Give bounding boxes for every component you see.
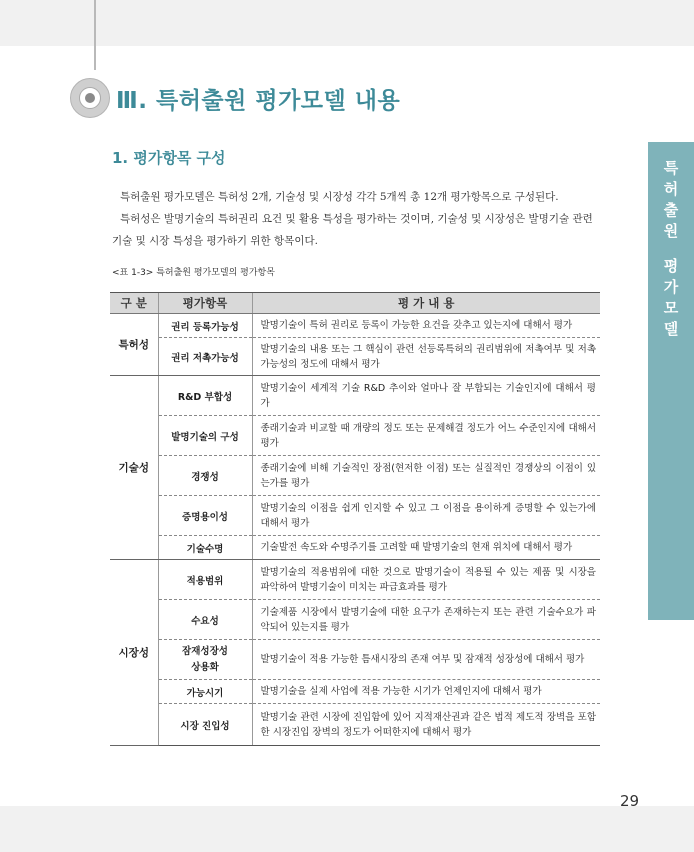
side-tab-spacer [648, 242, 694, 256]
item-cell: 기술수명 [158, 536, 252, 560]
item-cell: 적용범위 [158, 560, 252, 600]
description-cell: 발명기술의 적용범위에 대한 것으로 발명기술이 적용될 수 있는 제품 및 시장을 파악하여 발명기술이 미치는 파급효과를 평가 [252, 560, 600, 600]
page-header-band [0, 0, 694, 46]
table-caption: <표 1-3> 특허출원 평가모델의 평가항목 [112, 268, 275, 278]
item-cell: 권리 등록가능성 [158, 314, 252, 338]
item-cell: 잠재성장성 상용화 [158, 640, 252, 680]
category-cell: 특허성 [110, 314, 158, 376]
section-title: 1. 평가항목 구성 [112, 149, 226, 167]
category-cell: 시장성 [110, 560, 158, 746]
description-cell: 기술제품 시장에서 발명기술에 대한 요구가 존재하는지 또는 관련 기술수요가 파악되어 있는지를 평가 [252, 600, 600, 640]
header-item: 평가항목 [158, 293, 252, 314]
item-cell: 경쟁성 [158, 456, 252, 496]
side-tab-char: 평 [663, 257, 679, 275]
side-tab-char: 출 [663, 201, 679, 219]
body-paragraph: 특허출원 평가모델은 특허성 2개, 기술성 및 시장성 각각 5개씩 총 12개 평가항목으로 구성된다. [120, 191, 559, 203]
side-tab-char: 허 [663, 180, 679, 198]
header-line-decoration [94, 0, 96, 70]
item-cell: 발명기술의 구성 [158, 416, 252, 456]
description-cell: 발명기술의 내용 또는 그 핵심이 관련 선등록특허의 권리범위에 저촉여부 및 저촉가능성의 정도에 대해서 평가 [252, 338, 600, 376]
chapter-bullet-icon [70, 78, 110, 118]
description-cell: 기술발전 속도와 수명주기를 고려할 때 발명기술의 현재 위치에 대해서 평가 [252, 536, 600, 560]
page-footer-band [0, 806, 694, 852]
item-cell: 증명용이성 [158, 496, 252, 536]
side-tab-char: 가 [663, 278, 679, 296]
side-tab-char: 원 [663, 222, 679, 240]
description-cell: 발명기술 관련 시장에 진입함에 있어 지적재산권과 같은 법적 제도적 장벽을 포함한 시장진입 장벽의 정도가 어떠한지에 대해서 평가 [252, 704, 600, 746]
evaluation-items-table [110, 292, 600, 746]
description-cell: 발명기술이 세계적 기술 R&D 추이와 얼마나 잘 부합되는 기술인지에 대해서 평가 [252, 376, 600, 416]
item-cell: 시장 진입성 [158, 704, 252, 746]
item-cell: 가능시기 [158, 680, 252, 704]
page-number: 29 [620, 792, 640, 810]
description-cell: 발명기술이 특허 권리로 등록이 가능한 요건을 갖추고 있는지에 대해서 평가 [252, 314, 600, 338]
item-cell: 수요성 [158, 600, 252, 640]
side-tab-char: 특 [663, 159, 679, 177]
header-description: 평 가 내 용 [252, 293, 600, 314]
chapter-side-tab [648, 142, 694, 620]
side-tab-char: 델 [663, 320, 679, 338]
body-paragraph: 특허성은 발명기술의 특허권리 요건 및 활용 특성을 평가하는 것이며, 기술성 및 시장성은 발명기술 관련 기술 및 시장 특성을 평가하기 위한 항목이다. [112, 213, 593, 247]
category-cell: 기술성 [110, 376, 158, 560]
item-cell: 권리 저촉가능성 [158, 338, 252, 376]
item-cell: R&D 부합성 [158, 376, 252, 416]
side-tab-char: 모 [663, 299, 679, 317]
description-cell: 발명기술이 적용 가능한 틈새시장의 존재 여부 및 잠재적 성장성에 대해서 평가 [252, 640, 600, 680]
chapter-title: Ⅲ. 특허출원 평가모델 내용 [116, 88, 401, 114]
description-cell: 종래기술에 비해 기술적인 장점(현저한 이점) 또는 실질적인 경쟁상의 이점이 있는가를 평가 [252, 456, 600, 496]
description-cell: 종래기술과 비교할 때 개량의 정도 또는 문제해결 정도가 어느 수준인지에 대해서 평가 [252, 416, 600, 456]
description-cell: 발명기술의 이점을 쉽게 인지할 수 있고 그 이점을 용이하게 증명할 수 있는가에 대해서 평가 [252, 496, 600, 536]
description-cell: 발명기술을 실제 사업에 적용 가능한 시기가 언제인지에 대해서 평가 [252, 680, 600, 704]
header-category: 구 분 [110, 293, 158, 314]
